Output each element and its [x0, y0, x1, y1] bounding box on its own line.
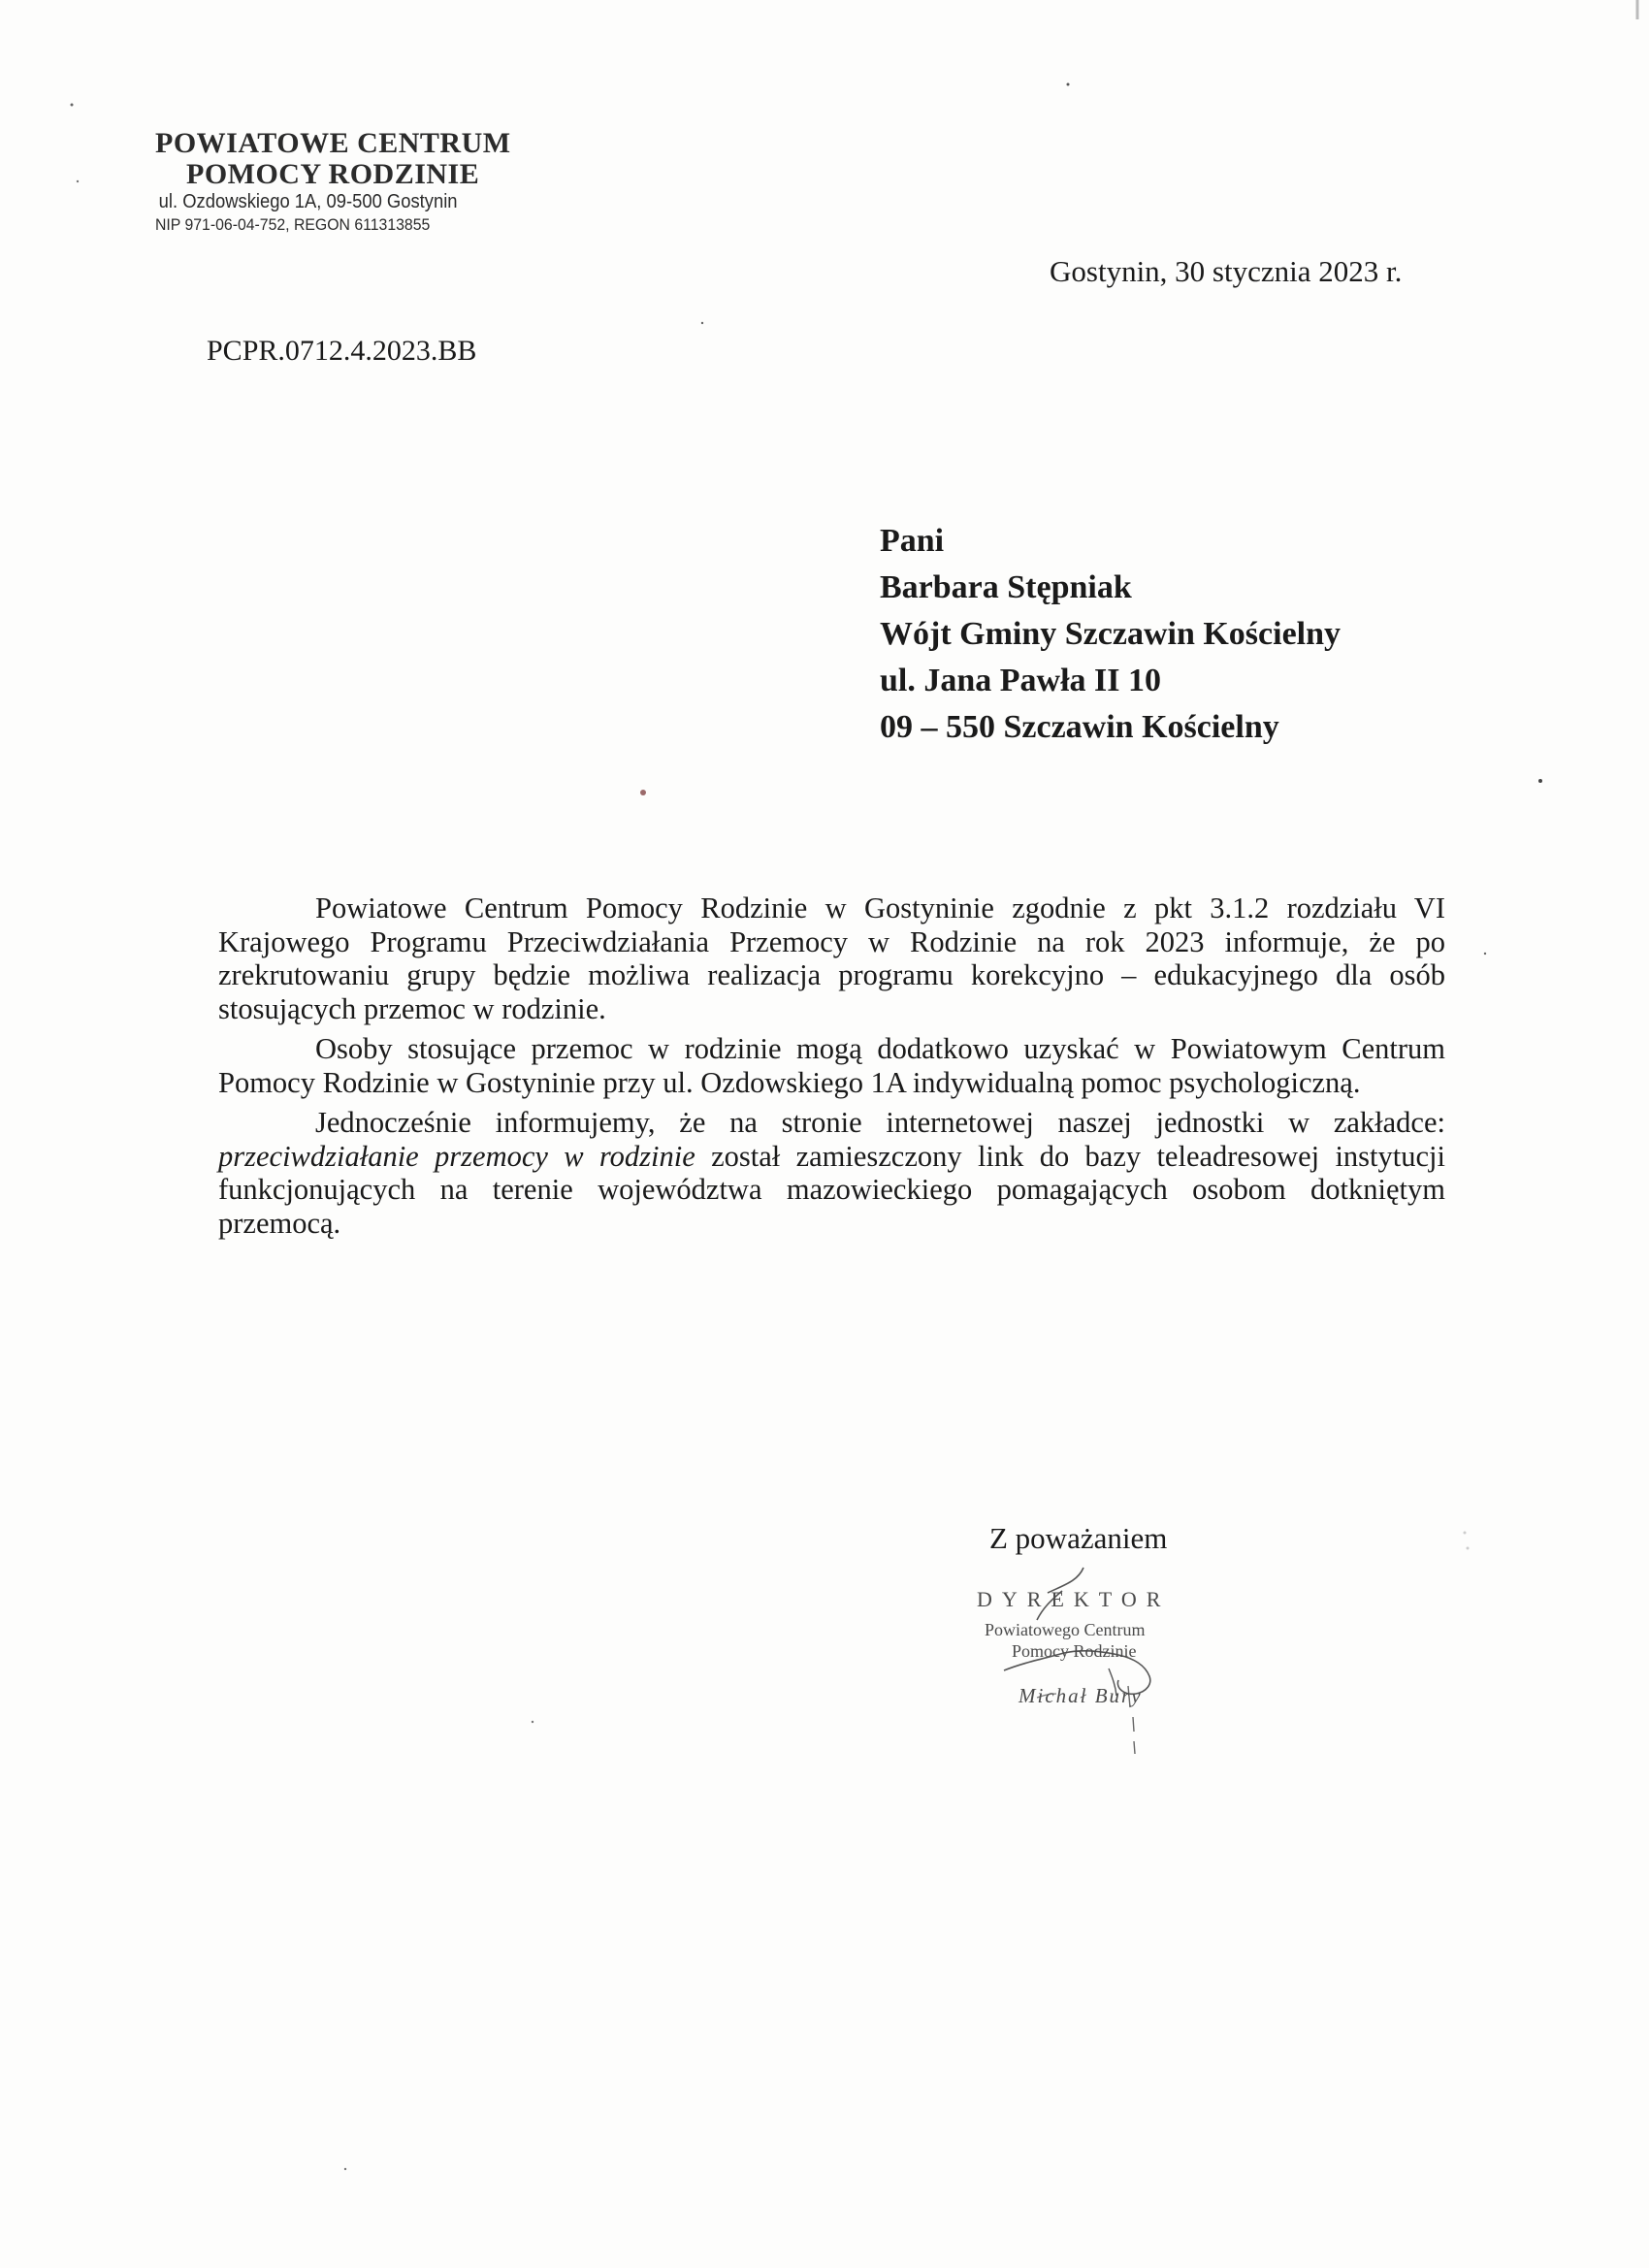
body-paragraph-3 — [218, 1106, 1445, 1240]
stamp-director-title: DYREKTOR — [977, 1587, 1171, 1611]
paragraph-3-end: został zamieszczony link do bazy teleadresowej instytucji funkcjonujących na terenie województwa mazowieckiego pomagających osobom dotkniętym przemocą. — [218, 1139, 1445, 1240]
closing-phrase: Z poważaniem — [989, 1521, 1168, 1555]
letter-body — [218, 891, 1445, 1247]
recipient-name: Barbara Stępniak — [880, 569, 1132, 605]
paragraph-3-start: Jednocześnie informujemy, że na stronie internetowej naszej jednostki w zakładce: — [315, 1106, 1445, 1139]
stamp-institution-line-1: Powiatowego Centrum — [985, 1620, 1146, 1639]
body-paragraph-1: Powiatowe Centrum Pomocy Rodzinie w Gostyninie zgodnie z pkt 3.1.2 rozdziału VI Krajowego Programu Przeciwdziałania Przemocy w Rodzinie na rok 2023 informuje, że po zrekrutowaniu grupy będzie możliwa realizacja programu korekcyjno – edukacyjnego dla osób stosujących przemoc w rodzinie. — [218, 891, 1445, 1025]
reference-number: PCPR.0712.4.2023.BB — [207, 335, 477, 367]
recipient-salutation: Pani — [880, 523, 945, 559]
recipient-city: 09 – 550 Szczawin Kościelny — [880, 709, 1279, 745]
letter-date: Gostynin, 30 stycznia 2023 r. — [1050, 254, 1403, 288]
body-paragraph-2: Osoby stosujące przemoc w rodzinie mogą dodatkowo uzyskać w Powiatowym Centrum Pomocy Rodzinie w Gostyninie przy ul. Ozdowskiego 1A indywidualną pomoc psychologiczną. — [218, 1032, 1445, 1099]
recipient-street: ul. Jana Pawła II 10 — [880, 663, 1161, 698]
stamp-institution-line-2: Pomocy Rodzinie — [1012, 1641, 1137, 1661]
institution-stamp — [155, 128, 543, 236]
stamp-signatory-name: Michał Bury — [1018, 1684, 1143, 1707]
signature-stamp — [955, 1562, 1246, 1756]
stamp-address: ul. Ozdowskiego 1A, 09-500 Gostynin — [158, 191, 458, 212]
stamp-org-line-2: POMOCY RODZINIE — [186, 158, 480, 190]
recipient-address-block — [880, 518, 1341, 751]
stamp-tax-ids: NIP 971-06-04-752, REGON 611313855 — [155, 215, 431, 234]
recipient-position: Wójt Gminy Szczawin Kościelny — [880, 616, 1342, 652]
stamp-org-line-1: POWIATOWE CENTRUM — [155, 127, 511, 159]
paragraph-3-tab-name: przeciwdziałanie przemocy w rodzinie — [218, 1139, 695, 1173]
